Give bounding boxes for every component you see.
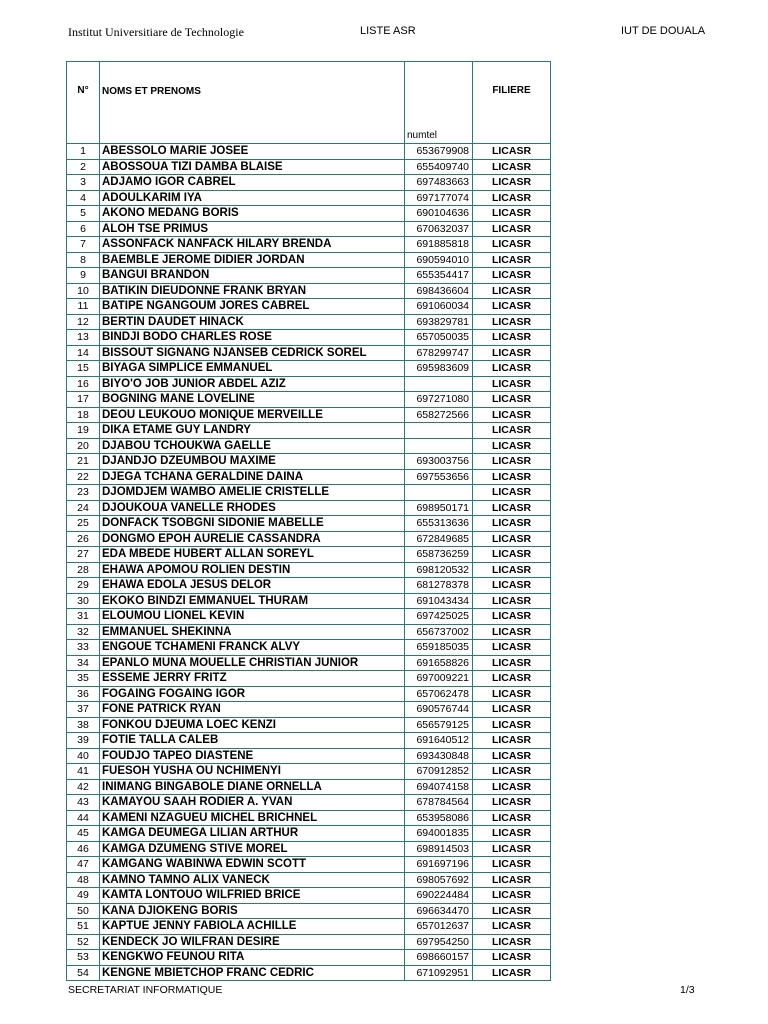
student-name-cell: KAMGANG WABINWA EDWIN SCOTT (100, 857, 405, 873)
student-name-cell: FOTIE TALLA CALEB (100, 733, 405, 749)
row-number-cell: 19 (67, 423, 100, 439)
filiere-cell: LICASR (473, 252, 551, 268)
student-name-cell: BOGNING MANE LOVELINE (100, 392, 405, 408)
row-number-cell: 1 (67, 144, 100, 160)
filiere-cell: LICASR (473, 485, 551, 501)
student-name-cell: DJANDJO DZEUMBOU MAXIME (100, 454, 405, 470)
row-number-cell: 39 (67, 733, 100, 749)
student-name-cell: INIMANG BINGABOLE DIANE ORNELLA (100, 779, 405, 795)
row-number-cell: 2 (67, 159, 100, 175)
phone-number-cell (405, 438, 473, 454)
student-name-cell: KAMNO TAMNO ALIX VANECK (100, 872, 405, 888)
row-number-cell: 52 (67, 934, 100, 950)
phone-number-cell: 697271080 (405, 392, 473, 408)
student-name-cell: KENGNE MBIETCHOP FRANC CEDRIC (100, 965, 405, 981)
table-row (67, 903, 551, 919)
table-row (67, 733, 551, 749)
table-row (67, 671, 551, 687)
table-row (67, 516, 551, 532)
table-row (67, 345, 551, 361)
header-institution: Institut Universitiare de Technologie (68, 25, 244, 39)
student-name-cell: ALOH TSE PRIMUS (100, 221, 405, 237)
filiere-cell: LICASR (473, 392, 551, 408)
student-name-cell: BANGUI BRANDON (100, 268, 405, 284)
student-name-cell: BERTIN DAUDET HINACK (100, 314, 405, 330)
student-name-cell: DJOUKOUA VANELLE RHODES (100, 500, 405, 516)
student-name-cell: ABOSSOUA TIZI DAMBA BLAISE (100, 159, 405, 175)
phone-number-cell: 657062478 (405, 686, 473, 702)
row-number-cell: 10 (67, 283, 100, 299)
student-name-cell: BIYAGA SIMPLICE EMMANUEL (100, 361, 405, 377)
student-name-cell: DJABOU TCHOUKWA GAELLE (100, 438, 405, 454)
table-row (67, 190, 551, 206)
phone-number-cell: 698660157 (405, 950, 473, 966)
row-number-cell: 18 (67, 407, 100, 423)
filiere-cell: LICASR (473, 965, 551, 981)
table-body (67, 144, 551, 981)
row-number-cell: 5 (67, 206, 100, 222)
row-number-cell: 47 (67, 857, 100, 873)
filiere-cell: LICASR (473, 438, 551, 454)
student-name-cell: FONKOU DJEUMA LOEC KENZI (100, 717, 405, 733)
filiere-cell: LICASR (473, 841, 551, 857)
table-row (67, 609, 551, 625)
table-row (67, 764, 551, 780)
table-row (67, 531, 551, 547)
phone-number-cell: 690224484 (405, 888, 473, 904)
row-number-cell: 50 (67, 903, 100, 919)
table-row (67, 144, 551, 160)
phone-number-cell: 672849685 (405, 531, 473, 547)
filiere-cell: LICASR (473, 376, 551, 392)
student-name-cell: DEOU LEUKOUO MONIQUE MERVEILLE (100, 407, 405, 423)
filiere-cell: LICASR (473, 733, 551, 749)
filiere-cell: LICASR (473, 237, 551, 253)
filiere-cell: LICASR (473, 221, 551, 237)
row-number-cell: 43 (67, 795, 100, 811)
phone-number-cell: 693430848 (405, 748, 473, 764)
filiere-cell: LICASR (473, 500, 551, 516)
phone-number-cell: 698120532 (405, 562, 473, 578)
row-number-cell: 27 (67, 547, 100, 563)
phone-number-cell: 655409740 (405, 159, 473, 175)
phone-number-cell: 691060034 (405, 299, 473, 315)
filiere-cell: LICASR (473, 361, 551, 377)
table-row (67, 361, 551, 377)
filiere-cell: LICASR (473, 469, 551, 485)
table-row (67, 965, 551, 981)
phone-number-cell: 656737002 (405, 624, 473, 640)
filiere-cell: LICASR (473, 764, 551, 780)
phone-number-cell: 693829781 (405, 314, 473, 330)
phone-number-cell: 658736259 (405, 547, 473, 563)
filiere-cell: LICASR (473, 640, 551, 656)
row-number-cell: 14 (67, 345, 100, 361)
table-row (67, 578, 551, 594)
phone-number-cell: 690594010 (405, 252, 473, 268)
row-number-cell: 28 (67, 562, 100, 578)
table-row (67, 841, 551, 857)
student-name-cell: EHAWA EDOLA JESUS DELOR (100, 578, 405, 594)
phone-number-cell: 678784564 (405, 795, 473, 811)
phone-number-cell (405, 376, 473, 392)
filiere-cell: LICASR (473, 609, 551, 625)
row-number-cell: 35 (67, 671, 100, 687)
student-name-cell: FOGAING FOGAING IGOR (100, 686, 405, 702)
row-number-cell: 53 (67, 950, 100, 966)
phone-number-cell: 691658826 (405, 655, 473, 671)
student-name-cell: EMMANUEL SHEKINNA (100, 624, 405, 640)
phone-number-cell: 694001835 (405, 826, 473, 842)
row-number-cell: 16 (67, 376, 100, 392)
filiere-cell: LICASR (473, 748, 551, 764)
filiere-cell: LICASR (473, 562, 551, 578)
row-number-cell: 13 (67, 330, 100, 346)
page-number: 1/3 (680, 984, 695, 996)
phone-number-cell: 690104636 (405, 206, 473, 222)
table-row (67, 299, 551, 315)
filiere-cell: LICASR (473, 934, 551, 950)
phone-number-cell: 694074158 (405, 779, 473, 795)
student-name-cell: EKOKO BINDZI EMMANUEL THURAM (100, 593, 405, 609)
row-number-cell: 44 (67, 810, 100, 826)
student-name-cell: KAMENI NZAGUEU MICHEL BRICHNEL (100, 810, 405, 826)
filiere-cell: LICASR (473, 144, 551, 160)
phone-number-cell: 655354417 (405, 268, 473, 284)
row-number-cell: 29 (67, 578, 100, 594)
table-row (67, 779, 551, 795)
student-name-cell: KAPTUE JENNY FABIOLA ACHILLE (100, 919, 405, 935)
filiere-cell: LICASR (473, 779, 551, 795)
row-number-cell: 23 (67, 485, 100, 501)
phone-number-cell: 697009221 (405, 671, 473, 687)
phone-number-cell: 658272566 (405, 407, 473, 423)
student-name-cell: ABESSOLO MARIE JOSEE (100, 144, 405, 160)
student-name-cell: KAMGA DZUMENG STIVE MOREL (100, 841, 405, 857)
phone-number-cell: 697483663 (405, 175, 473, 191)
row-number-cell: 41 (67, 764, 100, 780)
row-number-cell: 40 (67, 748, 100, 764)
table-row (67, 593, 551, 609)
phone-number-cell: 691640512 (405, 733, 473, 749)
phone-number-cell: 697425025 (405, 609, 473, 625)
phone-number-cell: 698436604 (405, 283, 473, 299)
filiere-cell: LICASR (473, 345, 551, 361)
phone-number-cell: 657050035 (405, 330, 473, 346)
filiere-cell: LICASR (473, 175, 551, 191)
row-number-cell: 37 (67, 702, 100, 718)
phone-number-cell: 691043434 (405, 593, 473, 609)
table-row (67, 376, 551, 392)
filiere-cell: LICASR (473, 578, 551, 594)
table-row (67, 407, 551, 423)
filiere-cell: LICASR (473, 903, 551, 919)
filiere-cell: LICASR (473, 206, 551, 222)
table-row (67, 810, 551, 826)
student-name-cell: DONFACK TSOBGNI SIDONIE MABELLE (100, 516, 405, 532)
student-name-cell: KENDECK JO WILFRAN DESIRE (100, 934, 405, 950)
phone-number-cell: 657012637 (405, 919, 473, 935)
student-name-cell: BISSOUT SIGNANG NJANSEB CEDRICK SOREL (100, 345, 405, 361)
phone-number-cell: 690576744 (405, 702, 473, 718)
filiere-cell: LICASR (473, 919, 551, 935)
row-number-cell: 25 (67, 516, 100, 532)
table-row (67, 206, 551, 222)
row-number-cell: 31 (67, 609, 100, 625)
filiere-cell: LICASR (473, 314, 551, 330)
table-row (67, 748, 551, 764)
column-header-number: N° (67, 62, 100, 144)
table-row (67, 950, 551, 966)
filiere-cell: LICASR (473, 671, 551, 687)
filiere-cell: LICASR (473, 655, 551, 671)
phone-number-cell (405, 423, 473, 439)
student-name-cell: EDA MBEDE HUBERT ALLAN SOREYL (100, 547, 405, 563)
phone-number-cell: 691697196 (405, 857, 473, 873)
column-header-name: NOMS ET PRENOMS (100, 62, 405, 144)
row-number-cell: 4 (67, 190, 100, 206)
filiere-cell: LICASR (473, 283, 551, 299)
row-number-cell: 7 (67, 237, 100, 253)
student-name-cell: FUESOH YUSHA OU NCHIMENYI (100, 764, 405, 780)
table-row (67, 640, 551, 656)
row-number-cell: 38 (67, 717, 100, 733)
table-row (67, 702, 551, 718)
student-name-cell: KAMAYOU SAAH RODIER A. YVAN (100, 795, 405, 811)
table-row (67, 392, 551, 408)
phone-number-cell: 693003756 (405, 454, 473, 470)
student-name-cell: KENGKWO FEUNOU RITA (100, 950, 405, 966)
student-name-cell: DONGMO EPOH AURELIE CASSANDRA (100, 531, 405, 547)
row-number-cell: 51 (67, 919, 100, 935)
table-row (67, 655, 551, 671)
filiere-cell: LICASR (473, 516, 551, 532)
student-name-cell: ADJAMO IGOR CABREL (100, 175, 405, 191)
row-number-cell: 8 (67, 252, 100, 268)
filiere-cell: LICASR (473, 826, 551, 842)
row-number-cell: 12 (67, 314, 100, 330)
table-row (67, 330, 551, 346)
student-name-cell: ASSONFACK NANFACK HILARY BRENDA (100, 237, 405, 253)
student-name-cell: BATIPE NGANGOUM JORES CABREL (100, 299, 405, 315)
row-number-cell: 6 (67, 221, 100, 237)
table-row (67, 237, 551, 253)
table-row (67, 872, 551, 888)
row-number-cell: 42 (67, 779, 100, 795)
table-row (67, 314, 551, 330)
phone-number-cell: 678299747 (405, 345, 473, 361)
row-number-cell: 30 (67, 593, 100, 609)
student-name-cell: ENGOUE TCHAMENI FRANCK ALVY (100, 640, 405, 656)
student-name-cell: DIKA ETAME GUY LANDRY (100, 423, 405, 439)
row-number-cell: 54 (67, 965, 100, 981)
filiere-cell: LICASR (473, 702, 551, 718)
filiere-cell: LICASR (473, 717, 551, 733)
filiere-cell: LICASR (473, 547, 551, 563)
table-row (67, 624, 551, 640)
table-row (67, 919, 551, 935)
row-number-cell: 22 (67, 469, 100, 485)
phone-number-cell: 655313636 (405, 516, 473, 532)
table-row (67, 469, 551, 485)
table-row (67, 252, 551, 268)
student-list-table (66, 61, 551, 981)
table-row (67, 562, 551, 578)
phone-number-cell (405, 485, 473, 501)
table-row (67, 686, 551, 702)
student-name-cell: BATIKIN DIEUDONNE FRANK BRYAN (100, 283, 405, 299)
student-name-cell: KANA DJIOKENG BORIS (100, 903, 405, 919)
table-row (67, 795, 551, 811)
phone-number-cell: 653958086 (405, 810, 473, 826)
phone-number-cell: 659185035 (405, 640, 473, 656)
filiere-cell: LICASR (473, 159, 551, 175)
filiere-cell: LICASR (473, 454, 551, 470)
table-row (67, 283, 551, 299)
student-name-cell: BINDJI BODO CHARLES ROSE (100, 330, 405, 346)
filiere-cell: LICASR (473, 857, 551, 873)
filiere-cell: LICASR (473, 268, 551, 284)
filiere-cell: LICASR (473, 888, 551, 904)
table-row (67, 175, 551, 191)
student-name-cell: AKONO MEDANG BORIS (100, 206, 405, 222)
student-name-cell: BAEMBLE JEROME DIDIER JORDAN (100, 252, 405, 268)
student-name-cell: ELOUMOU LIONEL KEVIN (100, 609, 405, 625)
phone-number-cell: 697553656 (405, 469, 473, 485)
table-row (67, 454, 551, 470)
table-row (67, 485, 551, 501)
row-number-cell: 46 (67, 841, 100, 857)
filiere-cell: LICASR (473, 686, 551, 702)
filiere-cell: LICASR (473, 795, 551, 811)
filiere-cell: LICASR (473, 950, 551, 966)
phone-number-cell: 696634470 (405, 903, 473, 919)
table-row (67, 159, 551, 175)
row-number-cell: 20 (67, 438, 100, 454)
row-number-cell: 21 (67, 454, 100, 470)
row-number-cell: 32 (67, 624, 100, 640)
phone-number-cell: 670632037 (405, 221, 473, 237)
footer-department: SECRETARIAT INFORMATIQUE (68, 984, 223, 996)
filiere-cell: LICASR (473, 810, 551, 826)
row-number-cell: 48 (67, 872, 100, 888)
phone-number-cell: 681278378 (405, 578, 473, 594)
student-name-cell: FONE PATRICK RYAN (100, 702, 405, 718)
column-header-filiere: FILIERE (473, 62, 551, 144)
table-row (67, 438, 551, 454)
filiere-cell: LICASR (473, 531, 551, 547)
row-number-cell: 3 (67, 175, 100, 191)
student-name-cell: EHAWA APOMOU ROLIEN DESTIN (100, 562, 405, 578)
row-number-cell: 34 (67, 655, 100, 671)
filiere-cell: LICASR (473, 872, 551, 888)
phone-number-cell: 697954250 (405, 934, 473, 950)
column-header-phone: numtel (405, 62, 473, 144)
header-list-title: LISTE ASR (360, 25, 416, 37)
student-name-cell: ESSEME JERRY FRITZ (100, 671, 405, 687)
table-row (67, 826, 551, 842)
table-row (67, 888, 551, 904)
student-name-cell: DJOMDJEM WAMBO AMELIE CRISTELLE (100, 485, 405, 501)
student-name-cell: KAMGA DEUMEGA LILIAN ARTHUR (100, 826, 405, 842)
phone-number-cell: 698914503 (405, 841, 473, 857)
row-number-cell: 24 (67, 500, 100, 516)
student-name-cell: DJEGA TCHANA GERALDINE DAINA (100, 469, 405, 485)
row-number-cell: 17 (67, 392, 100, 408)
table-row (67, 268, 551, 284)
phone-number-cell: 691885818 (405, 237, 473, 253)
table-row (67, 934, 551, 950)
filiere-cell: LICASR (473, 330, 551, 346)
row-number-cell: 15 (67, 361, 100, 377)
phone-number-cell: 671092951 (405, 965, 473, 981)
filiere-cell: LICASR (473, 624, 551, 640)
student-name-cell: BIYO'O JOB JUNIOR ABDEL AZIZ (100, 376, 405, 392)
filiere-cell: LICASR (473, 299, 551, 315)
row-number-cell: 49 (67, 888, 100, 904)
phone-number-cell: 656579125 (405, 717, 473, 733)
filiere-cell: LICASR (473, 593, 551, 609)
phone-number-cell: 695983609 (405, 361, 473, 377)
table-row (67, 221, 551, 237)
row-number-cell: 9 (67, 268, 100, 284)
row-number-cell: 33 (67, 640, 100, 656)
phone-number-cell: 653679908 (405, 144, 473, 160)
student-name-cell: FOUDJO TAPEO DIASTENE (100, 748, 405, 764)
table-header-row (67, 62, 551, 144)
filiere-cell: LICASR (473, 190, 551, 206)
phone-number-cell: 670912852 (405, 764, 473, 780)
phone-number-cell: 697177074 (405, 190, 473, 206)
student-name-cell: EPANLO MUNA MOUELLE CHRISTIAN JUNIOR (100, 655, 405, 671)
phone-number-cell: 698057692 (405, 872, 473, 888)
table-row (67, 423, 551, 439)
table-row (67, 547, 551, 563)
header-school: IUT DE DOUALA (621, 25, 706, 37)
student-name-cell: ADOULKARIM IYA (100, 190, 405, 206)
phone-number-cell: 698950171 (405, 500, 473, 516)
table-row (67, 857, 551, 873)
student-name-cell: KAMTA LONTOUO WILFRIED BRICE (100, 888, 405, 904)
table-row (67, 500, 551, 516)
table-row (67, 717, 551, 733)
row-number-cell: 45 (67, 826, 100, 842)
filiere-cell: LICASR (473, 407, 551, 423)
row-number-cell: 26 (67, 531, 100, 547)
filiere-cell: LICASR (473, 423, 551, 439)
row-number-cell: 11 (67, 299, 100, 315)
row-number-cell: 36 (67, 686, 100, 702)
